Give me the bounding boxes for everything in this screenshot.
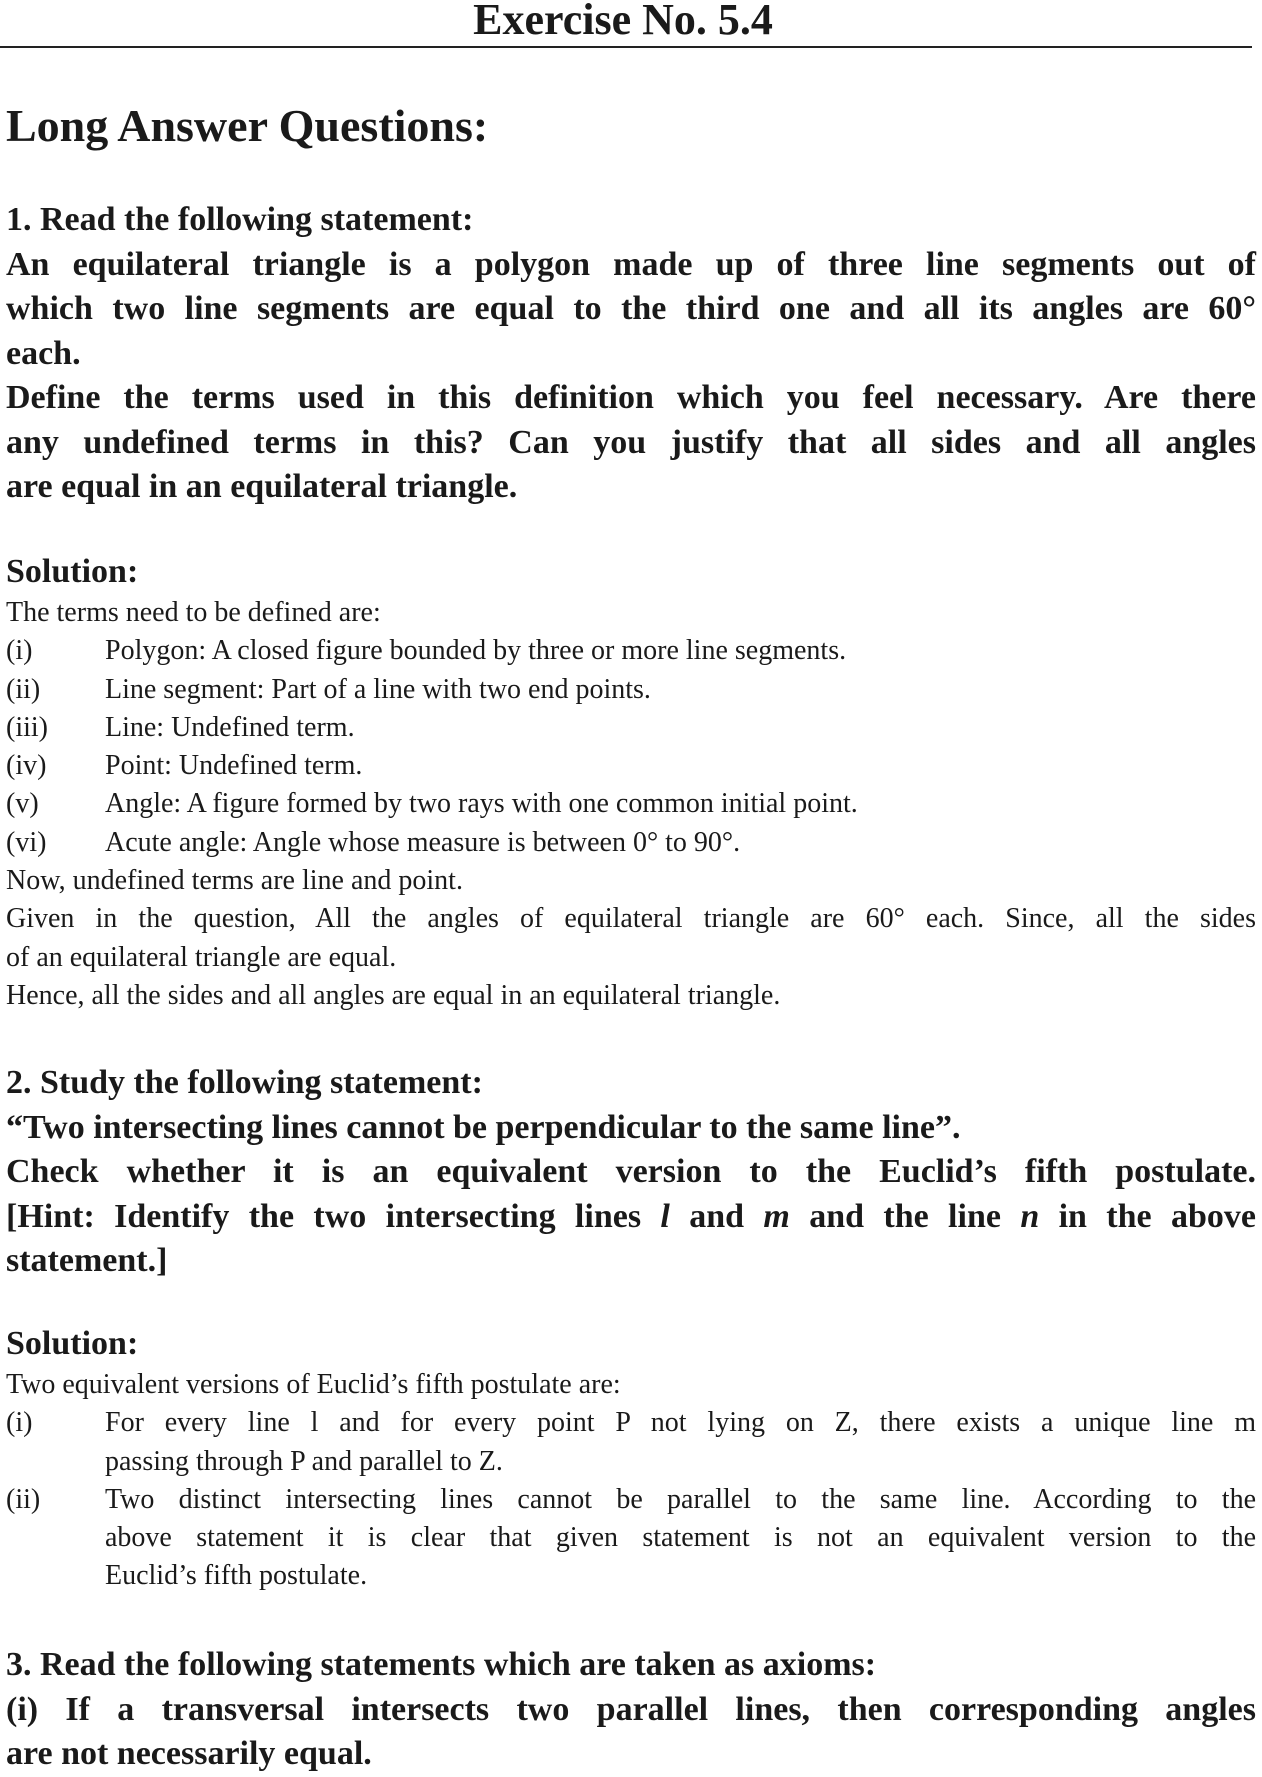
exercise-title: Exercise No. 5.4 [0,0,1252,48]
item-number: (ii) [6,673,41,705]
item-text: Point: Undefined term. [105,750,363,782]
item-text: Line segment: Part of a line with two end points. [105,673,651,705]
item-number: (i) [6,1407,33,1439]
item-2-line-1: Two distinct intersecting lines cannot be parallel to the same line. According to the [105,1483,1256,1515]
question-1-ask-line-2: any undefined terms in this? Can you justify that all sides and all angles [6,423,1256,461]
solution-2-intro: Two equivalent versions of Euclid’s fifth postulate are: [6,1369,621,1400]
section-heading: Long Answer Questions: [6,100,489,151]
question-1-statement-line-3: each. [6,334,81,372]
solution-1-body [6,594,1256,1015]
solution-1-line-now: Now, undefined terms are line and point. [6,865,463,897]
question-1-ask-line-3: are equal in an equilateral triangle. [6,468,518,505]
solution-1-intro: The terms need to be defined are: [6,597,381,628]
item-number: (i) [6,635,33,667]
question-1-heading: 1. Read the following statement: [6,201,474,238]
question-2-check: Check whether it is an equivalent version to the Euclid’s fifth postulate. [6,1153,1256,1190]
question-1-statement-line-1: An equilateral triangle is a polygon made up of three line segments out of [6,245,1256,283]
item-text: Angle: A figure formed by two rays with one common initial point. [105,788,858,820]
item-text: Line: Undefined term. [105,711,355,743]
document-page [6,0,1256,1774]
item-number: (ii) [6,1483,41,1515]
item-2-line-3: Euclid’s fifth postulate. [105,1560,368,1592]
solution-1-item [6,824,1256,862]
solution-1-item [6,785,1256,823]
solution-1-line-given-1: Given in the question, All the angles of equilateral triangle are 60° each. Since, all the sides [6,903,1256,935]
question-2 [6,1061,1256,1284]
question-3-item-line-1: (i) If a transversal intersects two parallel lines, then corresponding angles [6,1690,1256,1728]
item-1-line-1: For every line l and for every point P not lying on Z, there exists a unique line m [105,1407,1256,1439]
item-2-line-2: above statement it is clear that given statement is not an equivalent version to the [105,1522,1256,1554]
solution-2-body [6,1366,1256,1596]
question-1-statement-line-2: which two line segments are equal to the third one and all its angles are 60° [6,290,1256,327]
item-number: (v) [6,788,39,820]
question-2-heading: 2. Study the following statement: [6,1064,483,1101]
solution-1-item [6,747,1256,785]
hint-text-d: in the above [1039,1197,1256,1235]
solution-1-line-given-2: of an equilateral triangle are equal. [6,941,397,973]
hint-text-c: and the line [789,1197,1021,1235]
question-3-heading: 3. Read the following statements which are taken as axioms: [6,1646,877,1683]
question-2-quote: “Two intersecting lines cannot be perpendicular to the same line”. [6,1108,961,1146]
item-1-line-2: passing through P and parallel to Z. [105,1445,503,1477]
item-text [105,1481,1256,1596]
solution-1-item [6,671,1256,709]
variable-n: n [1020,1197,1040,1235]
solution-1-heading: Solution: [6,553,139,590]
item-text: Polygon: A closed figure bounded by three or more line segments. [105,635,847,667]
solution-1-item [6,709,1256,747]
item-number: (vi) [6,826,47,858]
item-text [105,1404,1256,1481]
solution-1-line-hence: Hence, all the sides and all angles are equal in an equilateral triangle. [6,979,781,1011]
item-text: Acute angle: Angle whose measure is between 0° to 90°. [105,826,741,858]
variable-m: m [763,1197,790,1235]
item-number: (iii) [6,711,48,743]
variable-l: l [660,1197,670,1235]
solution-1-item [6,632,1256,670]
question-3 [6,1643,1256,1777]
solution-2-item-1 [6,1404,1256,1481]
question-1 [6,198,1256,510]
item-number: (iv) [6,750,47,782]
question-3-item-line-2: are not necessarily equal. [6,1735,372,1772]
question-2-hint-line-1 [6,1195,1256,1240]
hint-text-b: and [669,1197,764,1235]
hint-text-a: [Hint: Identify the two intersecting lines [6,1197,661,1235]
question-2-hint-line-2: statement.] [6,1242,168,1279]
solution-2-heading: Solution: [6,1325,139,1362]
question-1-ask-line-1: Define the terms used in this definition which you feel necessary. Are there [6,379,1256,416]
solution-2-item-2 [6,1481,1256,1596]
